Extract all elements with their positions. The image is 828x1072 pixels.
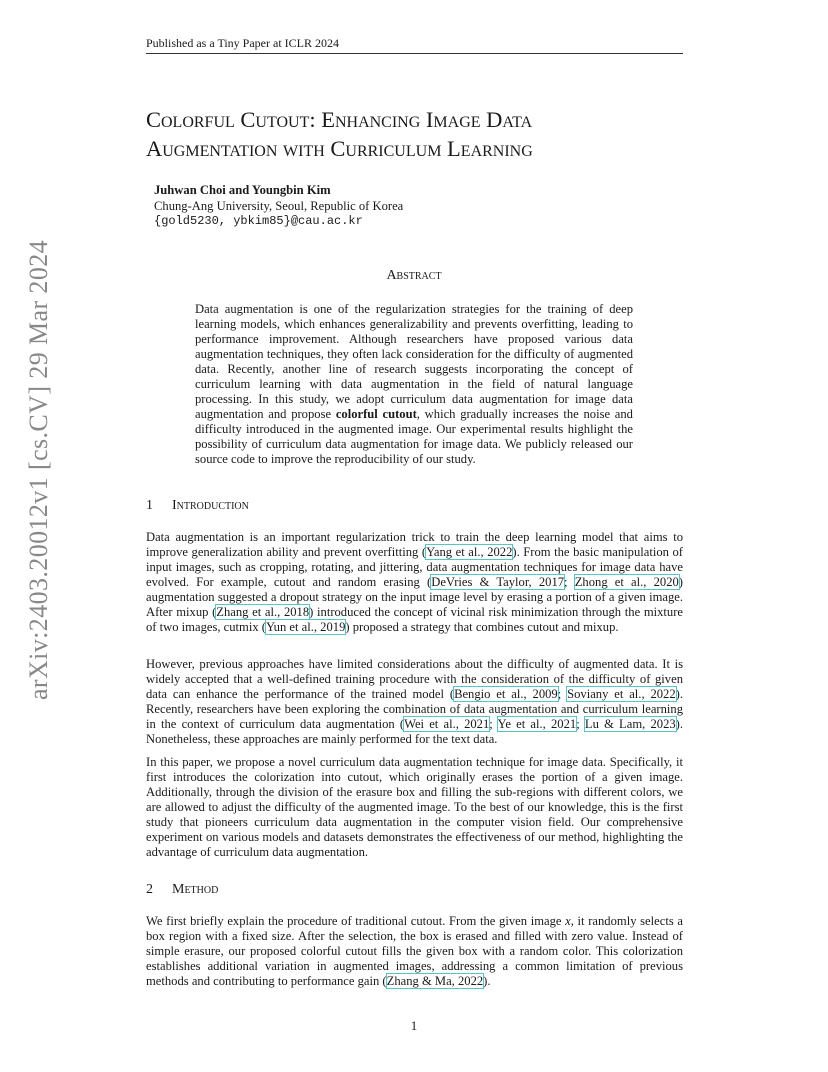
header-rule xyxy=(146,53,683,54)
intro-paragraph-2 xyxy=(146,657,683,747)
text: ; xyxy=(489,717,498,732)
citation-link[interactable]: Ye et al., 2021 xyxy=(497,717,577,732)
citation-link[interactable]: Yun et al., 2019 xyxy=(265,620,346,635)
math-variable: x xyxy=(565,914,571,928)
section-number: 1 xyxy=(146,498,153,513)
text: ). Nonetheless, these approaches are mainly performed for the text data. xyxy=(146,717,684,747)
citation-link[interactable]: Wei et al., 2021 xyxy=(404,717,490,732)
title-line-2: Augmentation with Curriculum Learning xyxy=(146,136,533,161)
author-names: Juhwan Choi and Youngbin Kim xyxy=(154,183,331,197)
citation-link[interactable]: Bengio et al., 2009 xyxy=(454,687,558,702)
paper-title xyxy=(146,105,706,163)
arxiv-stamp: arXiv:2403.20012v1 [cs.CV] 29 Mar 2024 xyxy=(24,239,53,701)
page-number: 1 xyxy=(410,1018,418,1033)
section-heading-method xyxy=(146,882,218,898)
section-heading-introduction xyxy=(146,498,249,514)
citation-link[interactable]: Soviany et al., 2022 xyxy=(567,687,676,702)
citation-link[interactable]: Zhang et al., 2018 xyxy=(216,605,310,620)
abstract-bold-term: colorful cutout xyxy=(335,407,417,422)
text: ) proposed a strategy that combines cutout and mixup. xyxy=(345,620,619,635)
abstract-text: , which gradually increases the noise and difficulty introduced in the augmented image. Our experimental results highlight the possibility of curriculum data augmentation for image data. We publicly released our source code to improve the reproducibility of our study. xyxy=(195,407,633,467)
section-title: Method xyxy=(172,882,219,897)
abstract-body xyxy=(195,302,633,468)
text: We first briefly explain the procedure of traditional cutout. From the given image xyxy=(146,914,566,928)
citation-link[interactable]: Zhang & Ma, 2022 xyxy=(386,974,484,989)
author-affiliation: Chung-Ang University, Seoul, Republic of Korea xyxy=(154,198,404,213)
text: Data augmentation is an important regularization trick to train the deep learning model that aims to improve generalization ability and prevent overfitting ( xyxy=(146,530,683,560)
text: , it randomly selects a box region with a fixed size. After the selection, the box is erased and filled with zero value. Instead of simple erasure, our proposed colorful cutout fills the given box with a random color. This colorization establishes additional variation in augmented images, addressing a common limitation of previous methods and contributing to performance gain ( xyxy=(146,914,683,989)
text: ). Recently, researchers have been exploring the combination of data augmentation and curriculum learning in the context of curriculum data augmentation ( xyxy=(146,687,683,732)
abstract-heading: Abstract xyxy=(386,268,442,283)
text: ). xyxy=(483,974,491,989)
method-paragraph-1 xyxy=(146,914,683,989)
abstract-text: Data augmentation is one of the regularization strategies for the training of deep learning models, which enhances generalizability and prevents overfitting, leading to performance improvement. Although researchers have proposed various data augmentation techniques, they often lack consideration for the difficulty of augmented data. Recently, another line of research suggests incorporating the concept of curriculum learning with data augmentation in the field of natural language processing. In this study, we adopt curriculum data augmentation for image data augmentation and propose xyxy=(195,302,633,422)
intro-paragraph-3: In this paper, we propose a novel curriculum data augmentation technique for image data. Specifically, it first introduces the colorization into cutout, which originally erases the portion of a given image. Additionally, through the division of the erasure box and filling the sub-regions with different colors, we are allowed to adjust the difficulty of the augmented image. To the best of our knowledge, this is the first study that pioneers curriculum data augmentation in the computer vision field. Our comprehensive experiment on various models and datasets demonstrates the effectiveness of our method, highlighting the advantage of curriculum data augmentation. xyxy=(146,755,683,860)
title-line-1: Colorful Cutout: Enhancing Image Data xyxy=(146,107,533,132)
citation-link[interactable]: Lu & Lam, 2023 xyxy=(584,717,676,732)
running-header: Published as a Tiny Paper at ICLR 2024 xyxy=(146,36,340,50)
citation-link[interactable]: Zhong et al., 2020 xyxy=(574,575,679,590)
text: ) augmentation suggested a dropout strategy on the input image level by erasing a portion of a given image. After mixup ( xyxy=(146,575,683,620)
text: ; xyxy=(557,687,568,702)
text: ). From the basic manipulation of input images, such as cropping, rotating, and jittering, data augmentation techniques for image data have evolved. For example, cutout and random erasing ( xyxy=(146,545,683,590)
text: ) introduced the concept of vicinal risk minimization through the mixture of two images, cutmix ( xyxy=(146,605,684,635)
text: However, previous approaches have limited considerations about the difficulty of augmented data. It is widely accepted that a well-defined training procedure with the consideration of the difficulty of given data can enhance the performance of the trained model ( xyxy=(146,657,683,702)
section-number: 2 xyxy=(146,882,153,897)
text: ; xyxy=(564,575,575,590)
text: ; xyxy=(576,717,585,732)
intro-paragraph-1 xyxy=(146,530,683,635)
citation-link[interactable]: DeVries & Taylor, 2017 xyxy=(431,575,565,590)
citation-link[interactable]: Yang et al., 2022 xyxy=(426,545,513,560)
section-title: Introduction xyxy=(172,498,249,513)
author-block xyxy=(154,183,403,230)
author-email: {gold5230, ybkim85}@cau.ac.kr xyxy=(154,214,363,228)
